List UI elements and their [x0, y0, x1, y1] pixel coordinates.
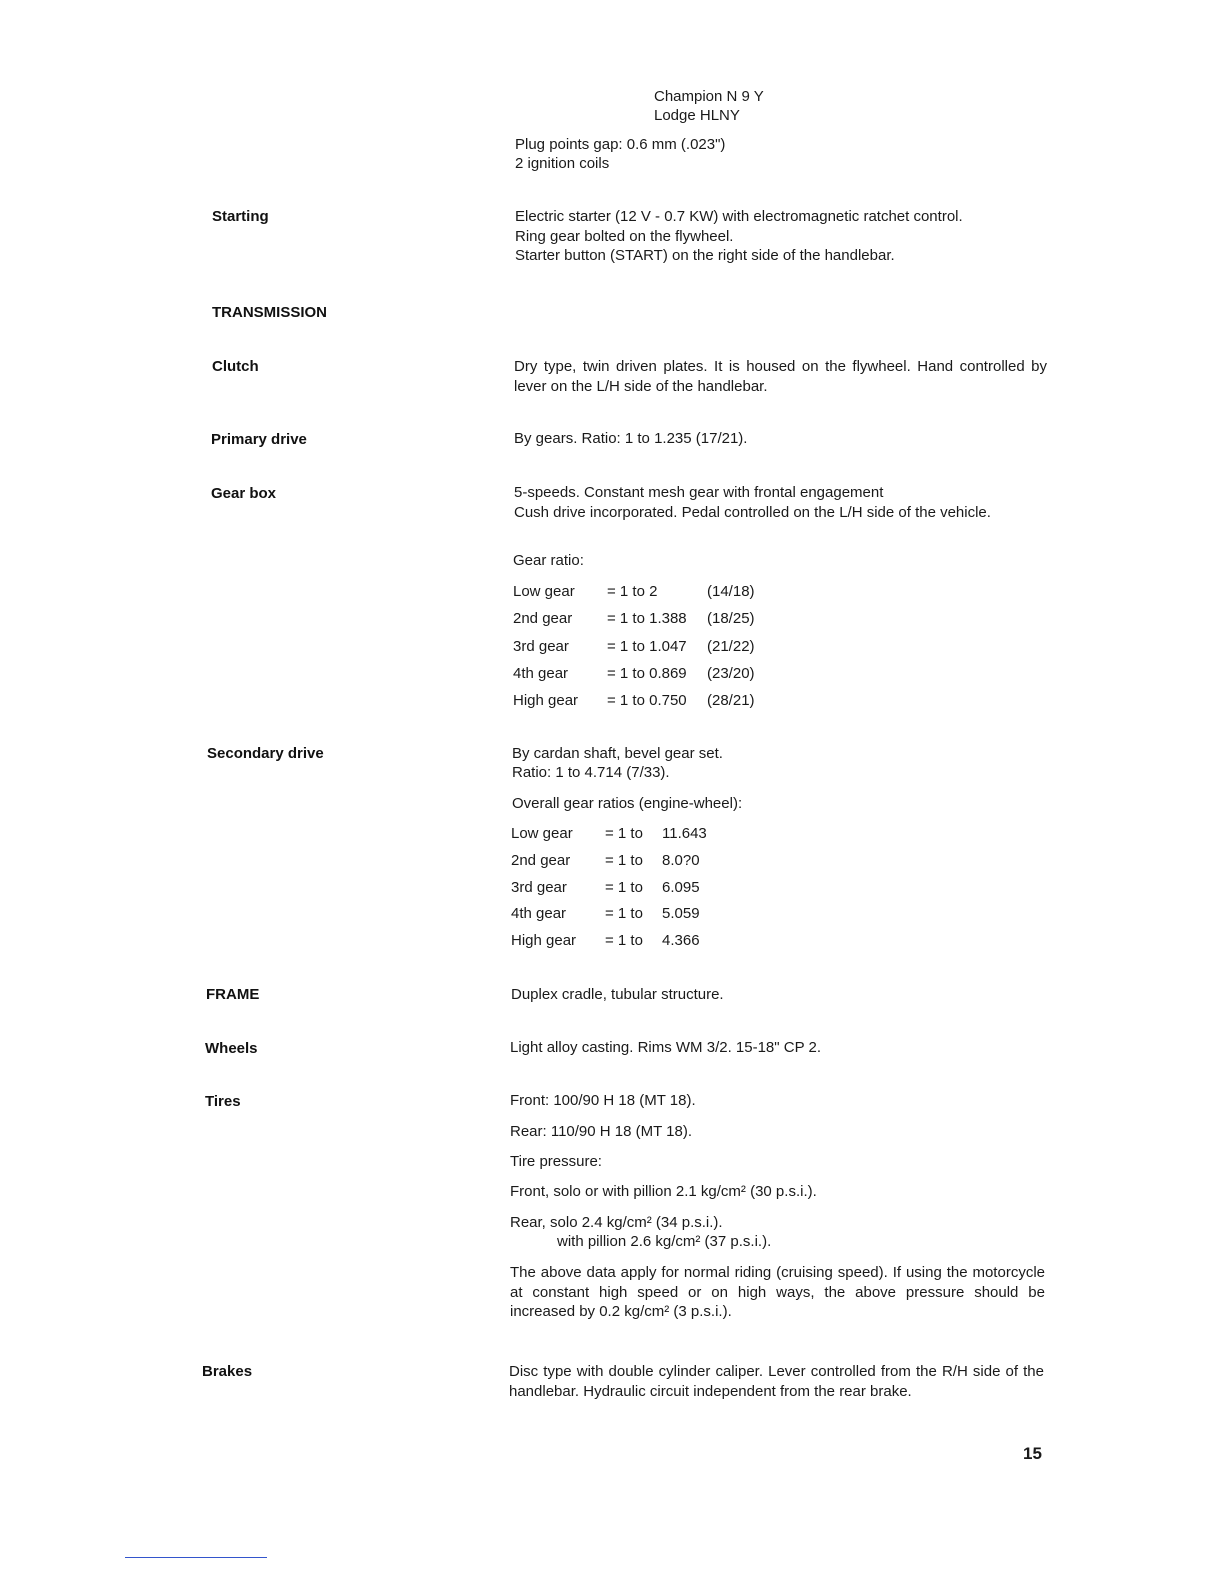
overall-ratio-row — [511, 879, 700, 896]
gear-teeth: (28/21) — [707, 692, 755, 709]
gear-ratio: = 1 to 1.388 — [607, 610, 687, 627]
gear-name: High gear — [511, 932, 577, 949]
starting-line-1: Electric starter (12 V - 0.7 KW) with electromagnetic ratchet control. — [515, 208, 963, 225]
ignition-coils: 2 ignition coils — [515, 155, 610, 172]
gear-ratio-prefix: = 1 to — [605, 825, 643, 842]
page-number: 15 — [1023, 1444, 1042, 1463]
gear-ratio-row — [513, 583, 755, 600]
clutch-label: Clutch — [212, 358, 259, 375]
secondary-drive-line-2: Ratio: 1 to 4.714 (7/33). — [512, 764, 670, 781]
gear-name: 2nd gear — [511, 852, 571, 869]
gear-ratio-title: Gear ratio: — [513, 552, 584, 569]
starting-line-2: Ring gear bolted on the flywheel. — [515, 228, 734, 245]
gear-ratio-row — [513, 692, 755, 709]
gear-ratio-row — [513, 610, 755, 627]
spark-plug-lodge: Lodge HLNY — [654, 107, 740, 124]
brakes-label: Brakes — [202, 1363, 253, 1380]
gear-ratio-value: 4.366 — [662, 932, 700, 949]
gear-ratio-value: 6.095 — [662, 879, 700, 896]
starting-label: Starting — [212, 208, 269, 225]
overall-ratio-row — [511, 905, 700, 922]
footer-link-line — [125, 1557, 267, 1558]
wheels-text: Light alloy casting. Rims WM 3/2. 15-18" CP 2. — [510, 1039, 822, 1056]
frame-text: Duplex cradle, tubular structure. — [511, 986, 724, 1003]
gear-box-label: Gear box — [211, 485, 277, 502]
gear-teeth: (18/25) — [707, 610, 755, 627]
secondary-drive-line-1: By cardan shaft, bevel gear set. — [512, 745, 723, 762]
gear-teeth: (14/18) — [707, 583, 755, 600]
gear-ratio: = 1 to 0.869 — [607, 665, 687, 682]
tire-pressure-front: Front, solo or with pillion 2.1 kg/cm² (30 p.s.i.). — [510, 1183, 817, 1200]
gear-name: 3rd gear — [511, 879, 567, 896]
gear-teeth: (23/20) — [707, 665, 755, 682]
gear-name: 4th gear — [513, 665, 569, 682]
gear-ratio-prefix: = 1 to — [605, 852, 643, 869]
starting-line-3: Starter button (START) on the right side of the handlebar. — [515, 247, 895, 264]
gear-name: Low gear — [513, 583, 575, 600]
gear-name: 3rd gear — [513, 638, 569, 655]
overall-ratios-title: Overall gear ratios (engine-wheel): — [512, 795, 743, 812]
gear-name: Low gear — [511, 825, 573, 842]
clutch-text: Dry type, twin driven plates. It is housed on the flywheel. Hand controlled by lever on the L/H side of the handlebar. — [514, 358, 1047, 395]
gear-ratio-value: 8.0?0 — [662, 852, 700, 869]
gear-ratio: = 1 to 1.047 — [607, 638, 687, 655]
gear-name: 4th gear — [511, 905, 567, 922]
gear-ratio-value: 11.643 — [662, 825, 707, 842]
overall-ratio-row — [511, 852, 700, 869]
gear-ratio-prefix: = 1 to — [605, 879, 643, 896]
gear-ratio-value: 5.059 — [662, 905, 700, 922]
transmission-heading: TRANSMISSION — [212, 304, 328, 321]
wheels-label: Wheels — [205, 1040, 258, 1057]
spark-plug-champion: Champion N 9 Y — [654, 88, 764, 105]
gear-box-line-1: 5-speeds. Constant mesh gear with frontal engagement — [514, 484, 884, 501]
tires-rear: Rear: 110/90 H 18 (MT 18). — [510, 1123, 693, 1140]
gear-teeth: (21/22) — [707, 638, 755, 655]
tires-front: Front: 100/90 H 18 (MT 18). — [510, 1092, 696, 1109]
plug-gap: Plug points gap: 0.6 mm (.023") — [515, 136, 726, 153]
tire-pressure-rear-solo: Rear, solo 2.4 kg/cm² (34 p.s.i.). — [510, 1214, 723, 1231]
primary-drive-text: By gears. Ratio: 1 to 1.235 (17/21). — [514, 430, 748, 447]
gear-name: 2nd gear — [513, 610, 573, 627]
gear-name: High gear — [513, 692, 579, 709]
primary-drive-label: Primary drive — [211, 431, 307, 448]
gear-ratio: = 1 to 0.750 — [607, 692, 687, 709]
brakes-text: Disc type with double cylinder caliper. Lever controlled from the R/H side of the handlebar. Hydraulic circuit independent from the rear brake. — [509, 1363, 1044, 1400]
overall-ratio-row — [511, 932, 700, 949]
tire-pressure-note: The above data apply for normal riding (cruising speed). If using the motorcycle at constant high speed or on high ways, the above pressure should be increased by 0.2 kg/cm² (3 p.s.i.). — [510, 1264, 1045, 1320]
gear-ratio: = 1 to 2 — [607, 583, 658, 600]
tires-label: Tires — [205, 1093, 241, 1110]
gear-ratio-prefix: = 1 to — [605, 932, 643, 949]
overall-ratio-row — [511, 825, 707, 842]
gear-ratio-row — [513, 665, 755, 682]
gear-ratio-prefix: = 1 to — [605, 905, 643, 922]
secondary-drive-label: Secondary drive — [207, 745, 324, 762]
gear-ratio-row — [513, 638, 755, 655]
tire-pressure-title: Tire pressure: — [510, 1153, 602, 1170]
tire-pressure-rear-pillion: with pillion 2.6 kg/cm² (37 p.s.i.). — [557, 1233, 772, 1250]
frame-label: FRAME — [206, 986, 260, 1003]
gear-box-line-2: Cush drive incorporated. Pedal controlled on the L/H side of the vehicle. — [514, 504, 991, 521]
